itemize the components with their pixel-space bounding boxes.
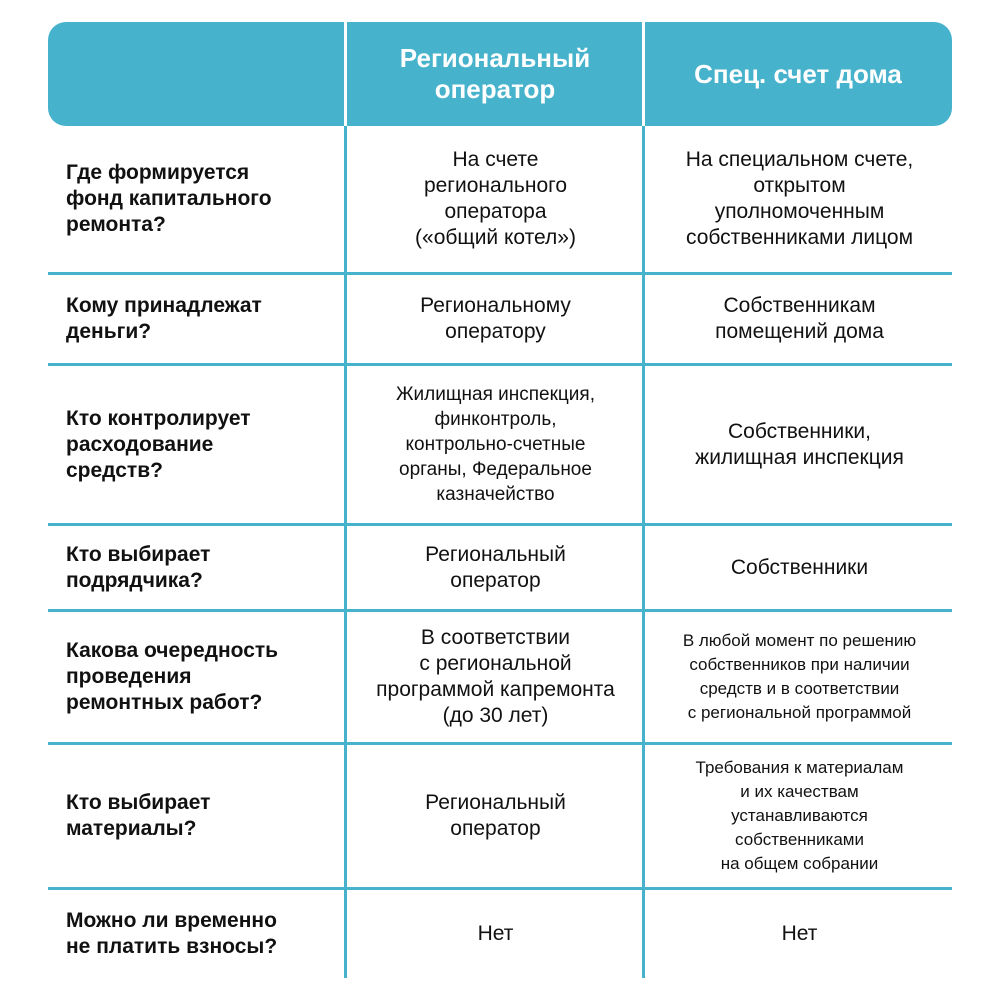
table-row-question: Кто выбирает материалы? — [66, 791, 211, 840]
table-row-special: Собственники, жилищная инспекция — [695, 419, 904, 469]
table-row-special: Собственникам помещений дома — [715, 294, 884, 343]
table-row-regional: Нет — [477, 922, 514, 945]
table-row-special: Нет — [781, 922, 818, 945]
table-row-question: Кому принадлежат деньги? — [66, 294, 262, 343]
table-row-question: Кто выбирает подрядчика? — [66, 542, 211, 592]
table-header — [48, 22, 952, 126]
table-row-special: Собственники — [730, 555, 869, 579]
table-row-question: Где формируется фонд капитального ремонта? — [66, 161, 272, 236]
table-row-special: В любой момент по решению собственников при наличии средств и в соответствии с региональной программой — [682, 631, 917, 722]
table-row-question: Кто контролирует расходование средств? — [66, 406, 251, 482]
column-divider — [344, 126, 347, 978]
column-divider — [642, 126, 645, 978]
header-regional-operator: Региональный оператор — [399, 43, 591, 104]
table-row-regional: Региональный оператор — [425, 791, 566, 840]
table-row-regional: На счете регионального оператора («общий котел») — [415, 148, 576, 249]
table-row-regional: Региональный оператор — [425, 542, 566, 592]
table-row-regional: Жилищная инспекция, финконтроль, контрольно-счетные органы, Федеральное казначейство — [396, 384, 595, 505]
table-row-special: Требования к материалам и их качествам устанавливаются собственниками на общем собрании — [695, 758, 904, 873]
table-row-question: Какова очередность проведения ремонтных работ? — [66, 639, 279, 714]
table-row-regional: В соответствии с региональной программой капремонта (до 30 лет) — [376, 626, 615, 727]
header-empty-cell — [48, 22, 346, 126]
comparison-table — [48, 22, 952, 978]
header-special-account: Спец. счет дома — [694, 58, 902, 89]
table-row-question: Можно ли временно не платить взносы? — [66, 909, 278, 958]
table-row-regional: Региональному оператору — [420, 294, 571, 343]
table-row-special: На специальном счете, открытом уполномоченным собственниками лицом — [685, 148, 914, 249]
